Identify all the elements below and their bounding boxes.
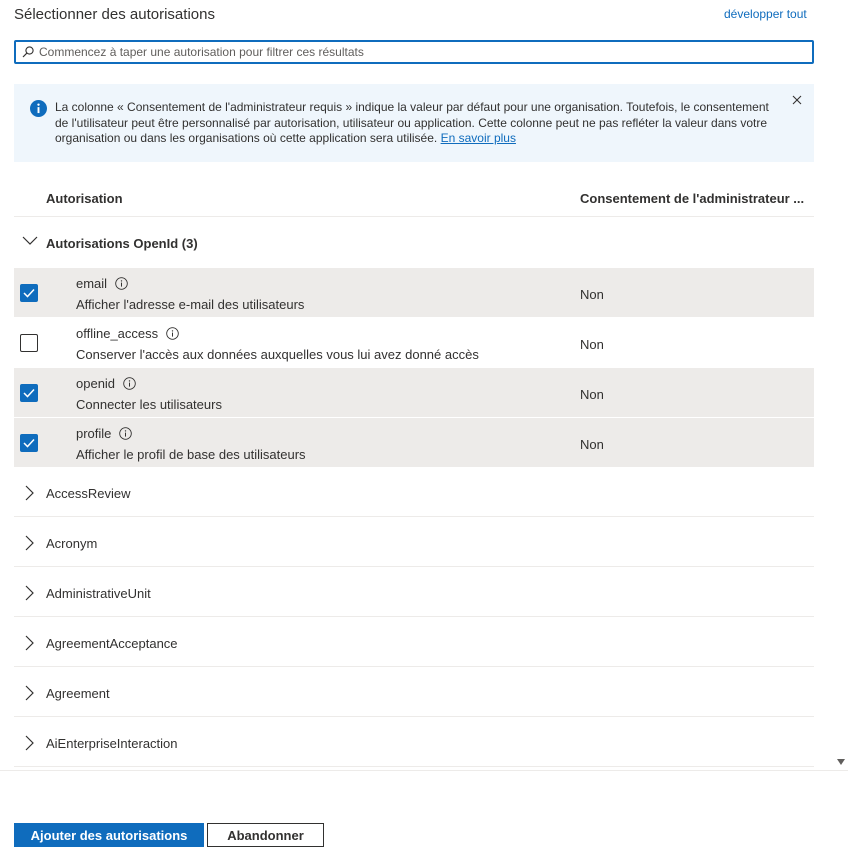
permission-row-email[interactable] (14, 267, 814, 317)
panel-title: Sélectionner des autorisations (14, 6, 215, 23)
chevron-right-icon (24, 735, 34, 751)
permission-row-offline-access[interactable] (14, 317, 814, 367)
footer-divider (0, 770, 848, 771)
scroll-down-arrow-icon[interactable] (836, 758, 846, 766)
admin-consent-value: Non (580, 437, 604, 452)
admin-consent-value: Non (580, 337, 604, 352)
admin-consent-value: Non (580, 387, 604, 402)
search-icon (22, 46, 34, 58)
permission-description: Conserver l'accès aux données auxquelles vous lui avez donné accès (76, 347, 479, 362)
group-label: Agreement (46, 686, 110, 701)
permission-search-box[interactable] (14, 40, 814, 64)
permission-search-input[interactable] (39, 45, 779, 59)
permission-name-text: openid (76, 376, 116, 391)
permission-name (76, 276, 128, 291)
column-header-admin-consent[interactable]: Consentement de l'administrateur ... (580, 191, 805, 206)
permission-description: Afficher l'adresse e-mail des utilisateurs (76, 297, 305, 312)
permission-name-text: email (76, 276, 108, 291)
admin-consent-value: Non (580, 287, 604, 302)
group-row-agreement[interactable] (14, 667, 814, 717)
chevron-down-icon (22, 236, 38, 246)
permission-name (76, 326, 179, 341)
chevron-right-icon (24, 585, 34, 601)
checkmark-icon (23, 388, 35, 398)
cancel-button[interactable]: Abandonner (207, 823, 324, 847)
info-banner-text (55, 100, 785, 147)
group-label: AiEnterpriseInteraction (46, 736, 178, 751)
permissions-table (14, 178, 814, 767)
table-header (14, 178, 814, 217)
admin-consent-info-banner (14, 84, 814, 162)
permission-checkbox-openid[interactable] (20, 384, 38, 402)
group-label: Acronym (46, 536, 98, 551)
permission-row-openid[interactable] (14, 367, 814, 417)
permission-checkbox-email[interactable] (20, 284, 38, 302)
chevron-right-icon (24, 685, 34, 701)
permission-description: Connecter les utilisateurs (76, 397, 222, 412)
permission-checkbox-offline-access[interactable] (20, 334, 38, 352)
chevron-right-icon (24, 535, 34, 551)
chevron-right-icon (24, 635, 34, 651)
info-circle-icon[interactable] (115, 277, 128, 290)
close-icon[interactable] (791, 94, 803, 106)
permission-row-profile[interactable] (14, 417, 814, 467)
info-banner-message: La colonne « Consentement de l'administrateur requis » indique la valeur par défaut pour une organisation. Toutefois, le consentement de l'utilisateur peut être personnalisé par autorisation, utilisateur ou application. Cette colonne peut ne pas refléter la valeur dans votre organisation ou dans les organisations où cette application sera utilisée. (55, 100, 769, 145)
info-circle-icon[interactable] (123, 377, 136, 390)
column-header-permission[interactable]: Autorisation (46, 191, 123, 206)
group-label: AgreementAcceptance (46, 636, 178, 651)
learn-more-link[interactable]: En savoir plus (440, 131, 516, 145)
permission-description: Afficher le profil de base des utilisateurs (76, 447, 306, 462)
info-icon (30, 100, 47, 117)
group-row-agreementacceptance[interactable] (14, 617, 814, 667)
expand-all-link[interactable]: développer tout (724, 7, 807, 21)
info-circle-icon[interactable] (166, 327, 179, 340)
group-label: AccessReview (46, 486, 131, 501)
checkmark-icon (23, 438, 35, 448)
permission-name-text: profile (76, 426, 112, 441)
group-row-aienterpriseinteraction[interactable] (14, 717, 814, 767)
group-row-acronym[interactable] (14, 517, 814, 567)
permission-checkbox-profile[interactable] (20, 434, 38, 452)
info-circle-icon[interactable] (119, 427, 132, 440)
add-permissions-button[interactable]: Ajouter des autorisations (14, 823, 204, 847)
group-row-accessreview[interactable] (14, 467, 814, 517)
group-label-openid: Autorisations OpenId (3) (46, 236, 198, 251)
group-header-openid[interactable] (14, 217, 814, 267)
chevron-right-icon (24, 485, 34, 501)
permission-name-text: offline_access (76, 326, 159, 341)
group-label: AdministrativeUnit (46, 586, 151, 601)
checkmark-icon (23, 288, 35, 298)
permission-name (76, 426, 132, 441)
group-row-administrativeunit[interactable] (14, 567, 814, 617)
permission-name (76, 376, 136, 391)
